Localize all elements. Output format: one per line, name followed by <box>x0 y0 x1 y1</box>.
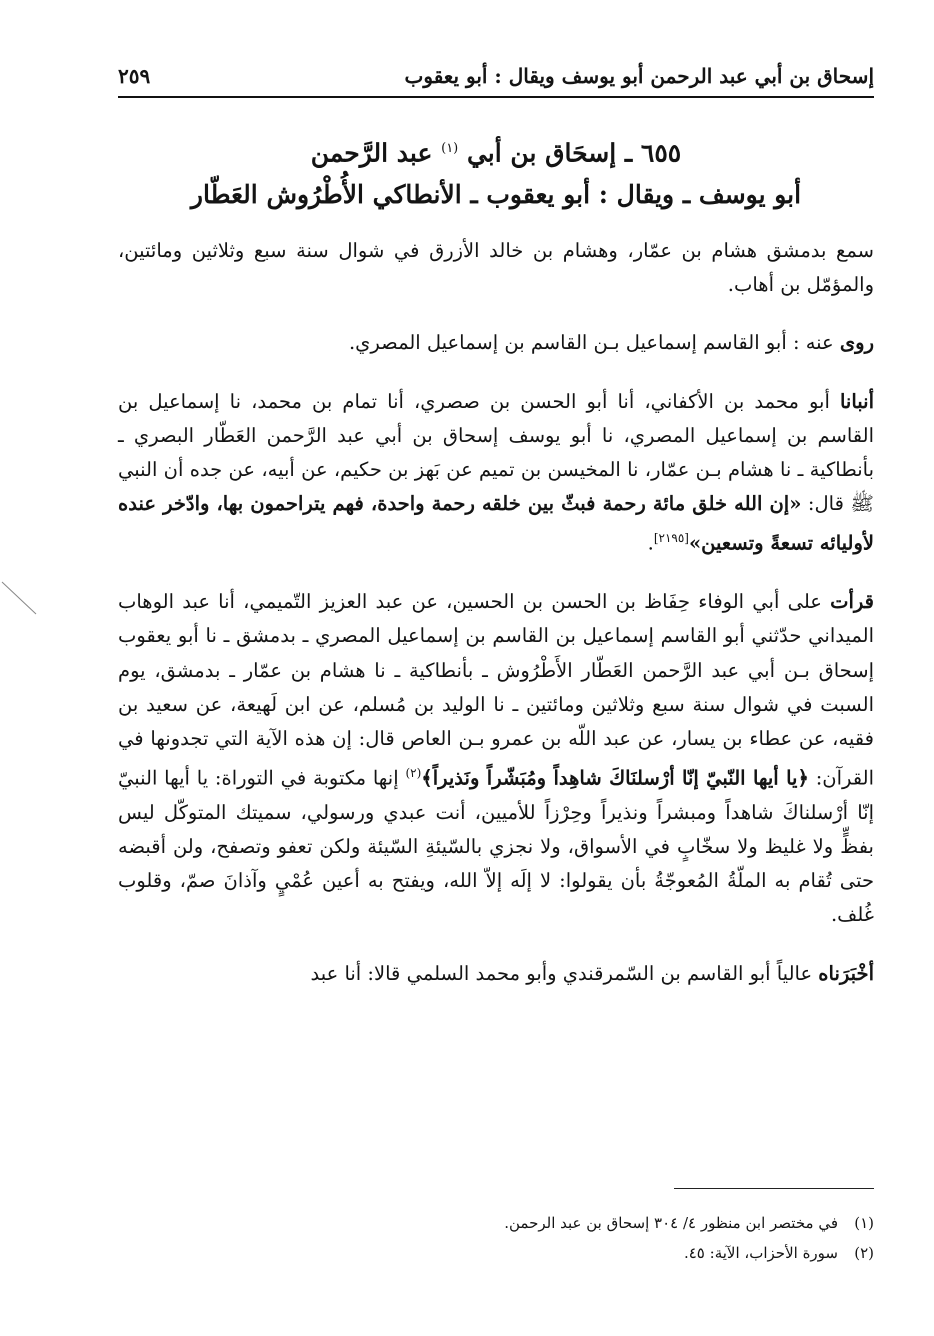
paragraph-3-end: . <box>647 531 654 555</box>
paragraph-3-lead: أنبانا <box>839 389 874 413</box>
hadith-number: [٢١٩٥] <box>653 531 689 546</box>
paragraph-2-lead: روى <box>839 331 874 355</box>
entry-heading-line1 <box>118 128 874 174</box>
paragraph-3-text: أبو محمد بن الأكفاني، أنا أبو الحسن بن صصري، أنا تمام بن محمد، نا إسماعيل بن القاسم بن إسماعيل المصري، نا أبو يوسف إسحاق بن أبي عبد الرَّحمن العَطّار البصري ـ بأنطاكية ـ نا هشام بـن عمّار، نا المخيسن بن تميم عن بَهز بن حكيم، عن أبيه، عن جده أن النبي ﷺ قال: <box>118 389 874 516</box>
footnote-1-number: (١) <box>854 1214 874 1232</box>
header-rule <box>118 96 874 98</box>
running-head <box>118 60 874 96</box>
footnote-2 <box>118 1238 874 1268</box>
paragraph-5-text: عالياً أبو القاسم بن السّمرقندي وأبو محمد السلمي قالا: أنا عبد <box>310 961 819 985</box>
body-text <box>118 234 874 1015</box>
footnote-rule <box>674 1188 874 1189</box>
entry-heading <box>118 128 874 216</box>
footnote-1-text: في مختصر ابن منظور ٤/ ٣٠٤ إسحاق بن عبد الرحمن. <box>504 1214 838 1232</box>
entry-heading-name-end: عبد الرَّحمن <box>310 138 433 168</box>
entry-heading-line2: أبو يوسف ـ ويقال : أبو يعقوب ـ الأنطاكي الأُطْرُوش العَطّار <box>190 180 802 210</box>
paragraph-2-text: عنه : أبو القاسم إسماعيل بـن القاسم بن إسماعيل المصري. <box>348 331 840 355</box>
paragraph-2 <box>118 326 874 360</box>
footnote-2-number: (٢) <box>854 1244 874 1262</box>
paragraph-4 <box>118 585 874 933</box>
paragraph-5-lead: أخْبَرَناه <box>818 961 874 985</box>
paragraph-3 <box>118 385 874 562</box>
running-head-title: إسحاق بن أبي عبد الرحمن أبو يوسف ويقال : أبو يعقوب <box>404 64 874 88</box>
footnote-2-text: سورة الأحزاب، الآية: ٤٥. <box>683 1244 838 1262</box>
paragraph-1-text: سمع بدمشق هشام بن عمّار، وهشام بن خالد الأزرق في شوال سنة سبع وثلاثين ومائتين، والمؤمّل بن أهاب. <box>118 239 874 297</box>
footnote-ref-1[interactable]: (١) <box>441 141 459 156</box>
quran-verse: ﴿يا أيها النّبيّ إنّا أرْسلنَاكَ شاهِداً ومُبَشّراً ونَذيراً﴾ <box>421 766 809 790</box>
paragraph-4-lead: قرأت <box>830 590 874 614</box>
paragraph-4-text-cont: إنها مكتوبة في التوراة: يا أيها النبيّ إنّا أرْسلناكَ شاهداً ومبشراً ونذيراً وحِرْزاً للأميين، أنت عبدي ورسولي، سميتك المتوكّل ليس بفظٍّ ولا غليظ ولا سخّابٍ في الأسواق، ولا نجزي بالسّيئةِ السّيئة ولكن تعفو وتصفح، ولن أقبضه حتى تُقام به الملّةُ المُعوجّةُ بأن يقولوا: لا إلَه إلاّ الله، ويفتح به أعين عُمْيٍ وآذانَ صمّ، وقلوب غُلف. <box>118 766 874 927</box>
footnote-1 <box>118 1208 874 1238</box>
hadith-quote: «إن الله خلق مائة رحمة فبثّ بين خلقه رحمة واحدة، فهم يتراحمون بها، وادّخر عنده لأوليائه تسعةً وتسعين» <box>118 492 874 555</box>
footnotes <box>118 1208 874 1268</box>
footnote-ref-2[interactable]: (٢) <box>405 766 422 781</box>
entry-heading-name: ٦٥٥ ـ إسحَاق بن أبي <box>466 138 682 168</box>
paragraph-5 <box>118 957 874 991</box>
scan-edge-mark <box>0 580 40 620</box>
paragraph-4-text: على أبي الوفاء حِفَاظ بن الحسن بن الحسين، عن عبد العزيز التّميمي، أنا عبد الوهاب الميداني حدّثني أبو القاسم إسماعيل بن القاسم بن إسماعيل المصري ـ بدمشق ـ نا أبو يعقوب إسحاق بـن أبي عبد الرَّحمن العَطّار الأَطْرُوش ـ بأنطاكية ـ نا هشام بن عمّار ـ بدمشق، يوم السبت في شوال سنة سبع وثلاثين ومائتين ـ نا الوليد بن مُسلم، عن ابن لَهيعة، عن سعيد بن فقيه، عن عطاء بن يسار، عن عبد اللّه بن عمرو بـن العاص قال: إن هذه الآية التي تجدونها في القرآن: <box>118 590 874 790</box>
paragraph-1 <box>118 234 874 302</box>
page-number: ٢٥٩ <box>118 64 151 88</box>
